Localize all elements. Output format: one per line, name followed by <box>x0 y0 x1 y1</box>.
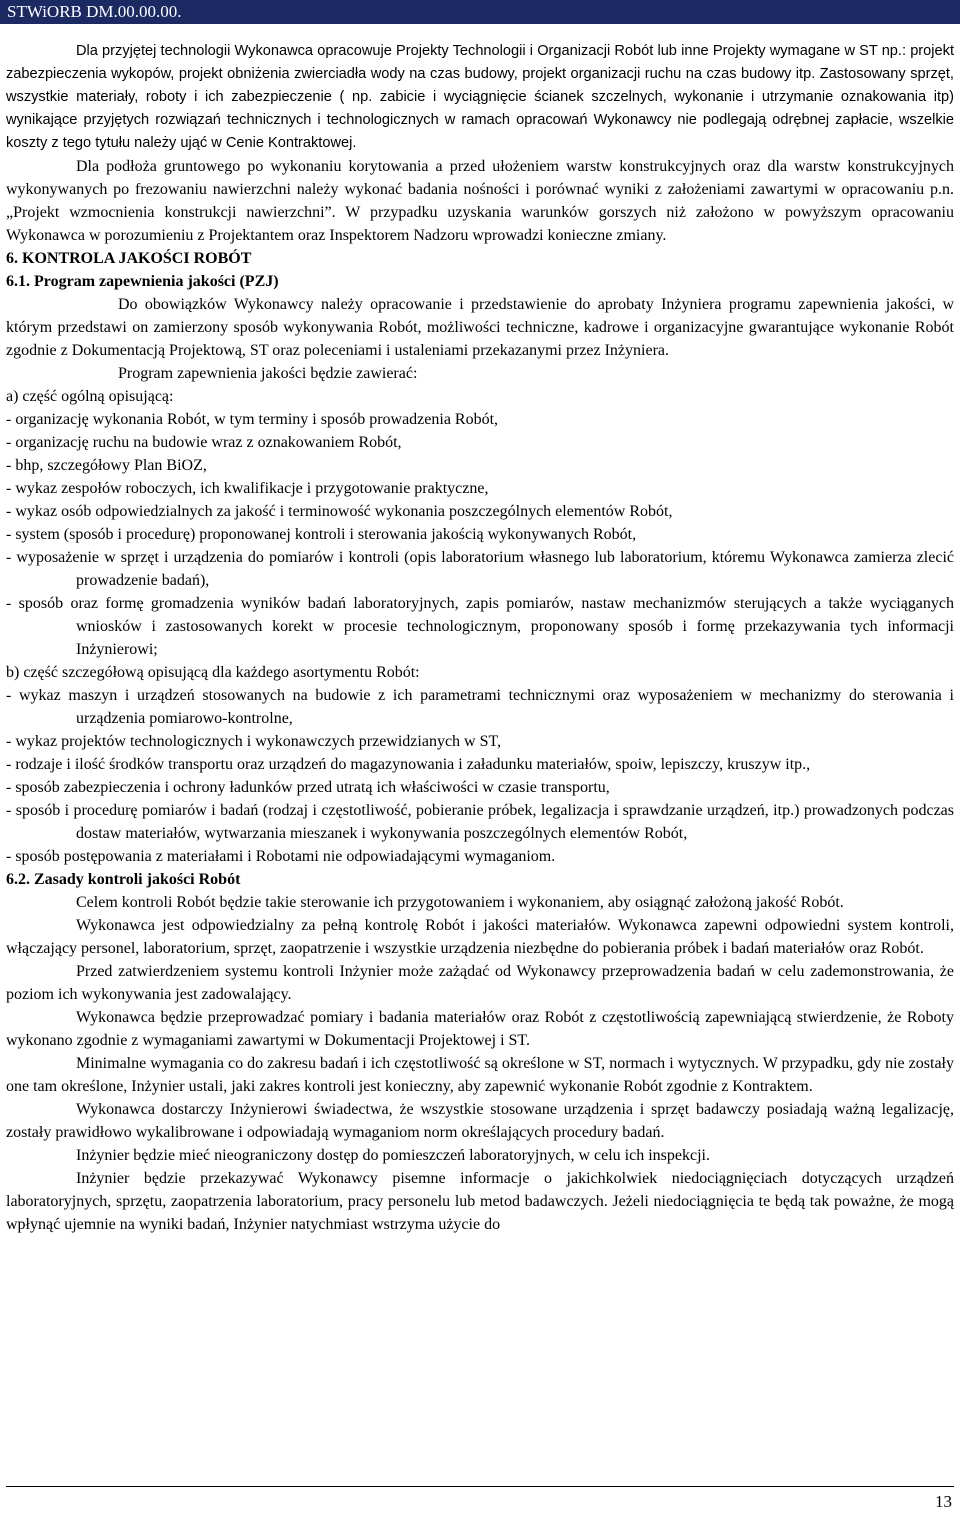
document-header-title: STWiORB DM.00.00.00. <box>7 2 182 21</box>
paragraph-pzj-lead: Program zapewnienia jakości będzie zawierać: <box>118 365 418 382</box>
paragraph-control-goal: Celem kontroli Robót będzie takie sterowanie ich przygotowaniem i wykonaniem, aby osiągnąć założoną jakość Robót. <box>76 894 844 911</box>
paragraph-calibration-certificates: Wykonawca dostarczy Inżynierowi świadectwa, że wszystkie stosowane urządzenia i sprzęt badawczy posiadają ważną legalizację, zostały prawidłowo wykalibrowane i odpowiadają wymaganiom norm określających procedury badań. <box>6 1101 954 1141</box>
list-item: - sposób zabezpieczenia i ochrony ładunków przed utratą ich właściwości w czasie transportu, <box>6 779 610 796</box>
list-label-general-part: a) część ogólną opisującą: <box>6 388 174 405</box>
list-item: - organizację ruchu na budowie wraz z oznakowaniem Robót, <box>6 434 402 451</box>
paragraph-technology-projects: Dla przyjętej technologii Wykonawca opracowuje Projekty Technologii i Organizacji Robót lub inne Projekty wymagane w ST np.: projekt zabezpieczenia wykopów, projekt obniżenia zwierciadła wody na czas budowy, projekt organizacji ruchu na czas budowy itp. Zastosowany sprzęt, wszystkie materiały, roboty i ich zabezpieczenie ( np. zabicie i wyciągnięcie ścianek szczelnych, wykonanie i utrzymanie oznakowania itp) wynikające przyjętych rozwiązań technicznych i technologicznych w ramach opracowań Wykonawcy nie podlegają odrębnej zapłacie, wszelkie koszty z tego tytułu należy ująć w Cenie Kontraktowej. <box>6 43 954 151</box>
list-detailed-part <box>6 684 954 868</box>
list-item: - sposób i procedurę pomiarów i badań (rodzaj i częstotliwość, pobieranie próbek, legalizacja i sprawdzanie urządzeń, itp.) prowadzonych podczas dostaw materiałów, wytwarzania mieszanek i wykonywania poszczególnych elementów Robót, <box>6 802 954 842</box>
list-item: - rodzaje i ilość środków transportu oraz urządzeń do magazynowania i załadunku materiałów, spoiw, lepiszczy, kruszyw itp., <box>6 756 811 773</box>
list-item: - wyposażenie w sprzęt i urządzenia do pomiarów i kontroli (opis laboratorium własnego lub laboratorium, któremu Wykonawca zamierza zlecić prowadzenie badań), <box>6 549 954 589</box>
document-header-bar <box>0 0 960 24</box>
list-item: - bhp, szczegółowy Plan BiOZ, <box>6 457 207 474</box>
list-item: - wykaz osób odpowiedzialnych za jakość i terminowość wykonania poszczególnych elementów Robót, <box>6 503 673 520</box>
footer-divider <box>6 1486 954 1487</box>
paragraph-engineer-demonstration: Przed zatwierdzeniem systemu kontroli Inżynier może zażądać od Wykonawcy przeprowadzenia badań w celu zademonstrowania, że poziom ich wykonywania jest zadowalający. <box>6 963 954 1003</box>
paragraph-deficiency-notices: Inżynier będzie przekazywać Wykonawcy pisemne informacje o jakichkolwiek niedociągnięciach dotyczących urządzeń laboratoryjnych, sprzętu, zaopatrzenia laboratorium, pracy personelu lub metod badawczych. Jeżeli niedociągnięcia te będą tak poważne, że mogą wpłynąć ujemnie na wyniki badań, Inżynier natychmiast wstrzyma użycie do <box>6 1170 954 1233</box>
list-item: - organizację wykonania Robót, w tym terminy i sposób prowadzenia Robót, <box>6 411 499 428</box>
list-item: - sposób postępowania z materiałami i Robotami nie odpowiadającymi wymaganiom. <box>6 848 556 865</box>
page-number: 13 <box>935 1492 952 1511</box>
paragraph-pzj-intro: Do obowiązków Wykonawcy należy opracowanie i przedstawienie do aprobaty Inżyniera programu zapewnienia jakości, w którym przedstawi on zamierzony sposób wykonywania Robót, możliwości techniczne, kadrowe i organizacyjne gwarantujące wykonanie Robót zgodnie z Dokumentacją Projektową, ST oraz poleceniami i ustaleniami przekazanymi przez Inżyniera. <box>6 296 954 359</box>
list-item: - system (sposób i procedurę) proponowanej kontroli i sterowania jakością wykonywanych Robót, <box>6 526 637 543</box>
paragraph-laboratory-access: Inżynier będzie mieć nieograniczony dostęp do pomieszczeń laboratoryjnych, w celu ich inspekcji. <box>76 1147 710 1164</box>
paragraph-minimum-requirements: Minimalne wymagania co do zakresu badań i ich częstotliwość są określone w ST, normach i wytycznych. W przypadku, gdy nie zostały one tam określone, Inżynier ustali, jaki zakres kontroli jest konieczny, aby zapewnić wykonanie Robót zgodnie z Kontraktem. <box>6 1055 954 1095</box>
document-body <box>6 40 954 1236</box>
paragraph-contractor-responsibility: Wykonawca jest odpowiedzialny za pełną kontrolę Robót i jakości materiałów. Wykonawca zapewni odpowiedni system kontroli, włączający personel, laboratorium, sprzęt, zaopatrzenie i wszystkie urządzenia niezbędne do pobierania próbek i badań materiałów oraz Robót. <box>6 917 954 957</box>
list-item: - wykaz projektów technologicznych i wykonawczych przewidzianych w ST, <box>6 733 502 750</box>
subsection-heading-control-rules: 6.2. Zasady kontroli jakości Robót <box>6 871 241 888</box>
list-item: - sposób oraz formę gromadzenia wyników badań laboratoryjnych, zapis pomiarów, nastaw mechanizmów sterujących a także wyciąganych wniosków i zastosowanych korekt w procesie technologicznym, proponowany sposób i formę przekazywania tych informacji Inżynierowi; <box>6 595 954 658</box>
subsection-heading-pzj: 6.1. Program zapewnienia jakości (PZJ) <box>6 273 279 290</box>
paragraph-subgrade-testing: Dla podłoża gruntowego po wykonaniu korytowania a przed ułożeniem warstw konstrukcyjnych oraz dla warstw konstrukcyjnych wykonywanych po frezowaniu nawierzchni należy wykonać badania nośności i porównać wyniki z założeniami zawartymi w opracowaniu p.n. „Projekt wzmocnienia konstrukcji nawierzchni”. W przypadku uzyskania warunków gorszych niż założono w powyższym opracowaniu Wykonawca w porozumieniu z Projektantem oraz Inspektorem Nadzoru wprowadzi konieczne zmiany. <box>6 158 954 244</box>
list-label-detailed-part: b) część szczegółową opisującą dla każdego asortymentu Robót: <box>6 664 420 681</box>
list-item: - wykaz zespołów roboczych, ich kwalifikacje i przygotowanie praktyczne, <box>6 480 489 497</box>
list-item: - wykaz maszyn i urządzeń stosowanych na budowie z ich parametrami technicznymi oraz wyposażeniem w mechanizmy do sterowania i urządzenia pomiarowo-kontrolne, <box>6 687 954 727</box>
paragraph-testing-frequency: Wykonawca będzie przeprowadzać pomiary i badania materiałów oraz Robót z częstotliwością zapewniającą stwierdzenie, że Roboty wykonano zgodnie z wymaganiami zawartymi w Dokumentacji Projektowej i ST. <box>6 1009 954 1049</box>
list-general-part <box>6 408 954 661</box>
section-heading-quality-control: 6. KONTROLA JAKOŚCI ROBÓT <box>6 250 252 267</box>
